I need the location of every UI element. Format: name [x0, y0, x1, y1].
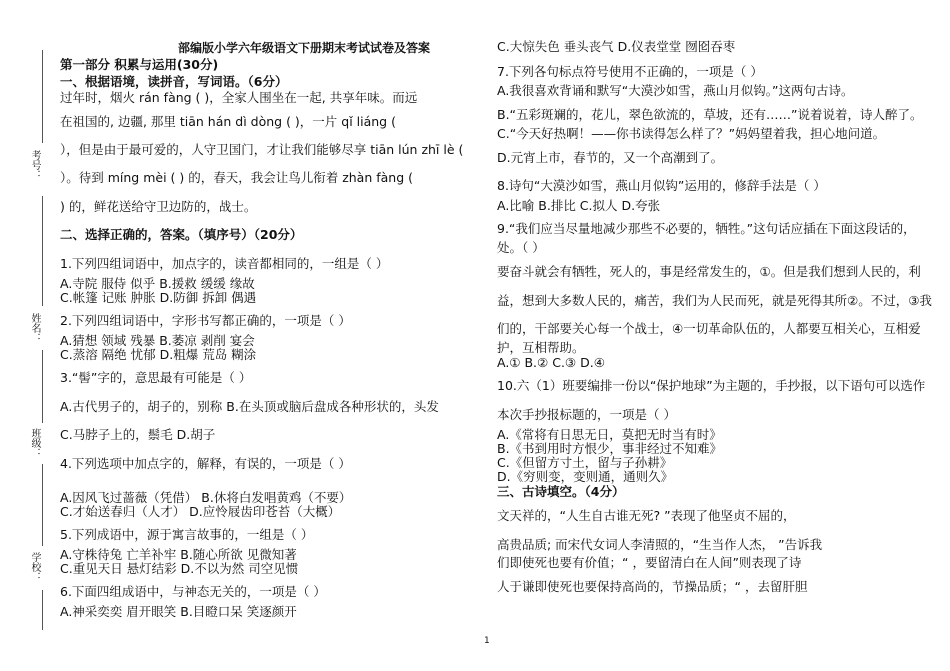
poem-fill-line: 高贵品质; 而宋代女词人李清照的，“生当作人杰， ”告诉我 — [497, 537, 823, 552]
passage-line: 要奋斗就会有牺牲，死人的，事是经常发生的，①。但是我们想到人民的，利 — [497, 264, 921, 279]
question-10-option-a: A.《常将有日思无日，莫把无时当有时》 — [497, 427, 722, 442]
question-6-options: A.神采奕奕 眉开眼笑 B.目瞪口呆 笑逐颜开 — [60, 604, 297, 619]
question-4-options: A.因风飞过蔷薇（凭借） B.休将白发唱黄鸡（不要） — [60, 490, 352, 505]
passage-line: 们的，干部要关心每一个战士，④一切革命队伍的，人都要互相关心，互相爱 — [497, 321, 921, 336]
class-label: 班级： — [29, 428, 40, 458]
passage-line: 益，想到大多数人民的，痛苦，我们为人民而死，就是死得其所②。不过，③我 — [497, 293, 932, 308]
binding-line — [42, 350, 43, 423]
page-number: 1 — [484, 636, 490, 646]
question-7-option-a: A.我很喜欢背诵和默写“大漠沙如雪，燕山月似钩。”这两句古诗。 — [497, 83, 854, 98]
question-8-options: A.比喻 B.排比 C.拟人 D.夸张 — [497, 198, 661, 213]
school-label: 学校： — [29, 552, 40, 582]
question-1-options: A.寺院 服侍 似乎 B.援救 缓缓 缘故 — [60, 276, 255, 291]
poem-fill-line: 人于谦即使死也要保持高尚的，节操品质；“ ，去留肝胆 — [497, 579, 808, 594]
question-10-option-d: D.《穷则变，变则通，通则久》 — [497, 469, 674, 484]
binding-line — [42, 50, 43, 143]
question-9: 9.“我们应当尽量地减少那些不必要的，牺牲。”这句话应插在下面这段话的， — [497, 221, 916, 236]
question-3-options: C.马脖子上的，鬃毛 D.胡子 — [60, 427, 216, 442]
name-label: 姓名： — [29, 313, 40, 343]
text-line: 过年时，烟火 rán fàng ( )，全家人围坐在一起, 共享年味。而远 — [60, 90, 418, 105]
question-10-option-b: B.《书到用时方恨少，事非经过不知难》 — [497, 441, 723, 456]
poem-fill-line: 文天祥的，“人生自古谁无死? ”表现了他坚贞不屈的， — [497, 508, 796, 523]
question-5-options: C.重见天日 悬灯结彩 D.不以为然 司空见惯 — [60, 561, 299, 576]
passage-line: 护，互相帮助。 — [497, 340, 585, 355]
question-7-option-c: C.“今天好热啊！——你书读得怎么样了？”妈妈望着我，担心地问道。 — [497, 126, 886, 141]
exam-title: 部编版小学六年级语文下册期末考试试卷及答案 — [177, 41, 430, 55]
question-2-options: A.猜想 领域 残暴 B.萎凉 剥削 宴会 — [60, 333, 255, 348]
question-4-options: C.才始送春归（人才） D.应怜屐齿印苍苔（大概） — [60, 504, 341, 519]
question-6: 6.下面四组成语中，与神态无关的，一项是（ ） — [60, 584, 326, 599]
question-6-options: C.大惊失色 垂头丧气 D.仪表堂堂 囫囵吞枣 — [497, 39, 736, 54]
exam-no-label: 考号： — [29, 150, 40, 180]
question-5-options: A.守株待兔 亡羊补牢 B.随心所欲 见微知著 — [60, 547, 297, 562]
question-9: 处。（ ） — [497, 240, 545, 255]
section-two-heading: 二、选择正确的，答案。（填序号）（20分） — [60, 227, 303, 242]
question-1: 1.下列四组词语中，加点字的，读音都相同的，一组是（ ） — [60, 256, 389, 271]
binding-line — [42, 196, 43, 306]
question-10: 10.六（1）班要编排一份以“保护地球”为主题的，手抄报，以下语句可以选作 — [497, 378, 926, 393]
question-3-options: A.古代男子的，胡子的，别称 B.在头顶或脑后盘成各种形状的，头发 — [60, 399, 439, 414]
text-line: 在祖国的, 边疆, 那里 tiān hán dì dòng ( )，一片 qǐ liáng ( — [60, 114, 396, 129]
text-line: ）。待到 míng mèi ( ) 的，春天，我会让鸟儿衔着 zhàn fàng ( — [60, 170, 413, 185]
question-7: 7.下列各句标点符号使用不正确的，一项是（ ） — [497, 64, 763, 79]
question-4: 4.下列选项中加点字的，解释，有误的，一项是（ ） — [60, 456, 351, 471]
question-1-options: C.帐篷 记账 肿胀 D.防御 拆卸 偶遇 — [60, 290, 257, 305]
question-10-option-c: C.《但留方寸土，留与子孙耕》 — [497, 455, 673, 470]
question-5: 5.下列成语中，源于寓言故事的，一组是（ ） — [60, 527, 314, 542]
text-line: ），但是由于最可爱的，人守卫国门，才让我们能够尽享 tiān lún zhī lè ( — [60, 142, 464, 157]
part-one-heading: 第一部分 积累与运用(30分) — [60, 57, 219, 72]
question-8: 8.诗句“大漠沙如雪，燕山月似钩”运用的，修辞手法是（ ） — [497, 178, 826, 193]
question-3: 3.“髻”字的，意思最有可能是（ ） — [60, 370, 252, 385]
section-three-heading: 三、古诗填空。（4分） — [497, 484, 625, 499]
binding-line — [42, 590, 43, 630]
binding-line — [42, 464, 43, 546]
question-7-option-d: D.元宵上市，春节的，又一个高潮到了。 — [497, 150, 724, 165]
section-one-heading: 一、根据语境，读拼音，写词语。（6分） — [60, 74, 288, 89]
poem-fill-line: 们即使死也要有价值；“ ，要留清白在人间”则表现了诗 — [497, 555, 802, 570]
question-9-options: A.① B.② C.③ D.④ — [497, 355, 605, 370]
question-2: 2.下列四组词语中，字形书写都正确的，一项是（ ） — [60, 313, 351, 328]
question-10: 本次手抄报标题的，一项是（ ） — [497, 407, 676, 422]
text-line: ) 的，鲜花送给守卫边防的，战士。 — [60, 199, 257, 214]
question-2-options: C.蒸溶 隔绝 忧郁 D.粗爆 荒岛 糊涂 — [60, 347, 257, 362]
question-7-option-b: B.“五彩斑斓的，花儿，翠色欲流的，草坡，还有……”说着说着，诗人醉了。 — [497, 107, 923, 122]
